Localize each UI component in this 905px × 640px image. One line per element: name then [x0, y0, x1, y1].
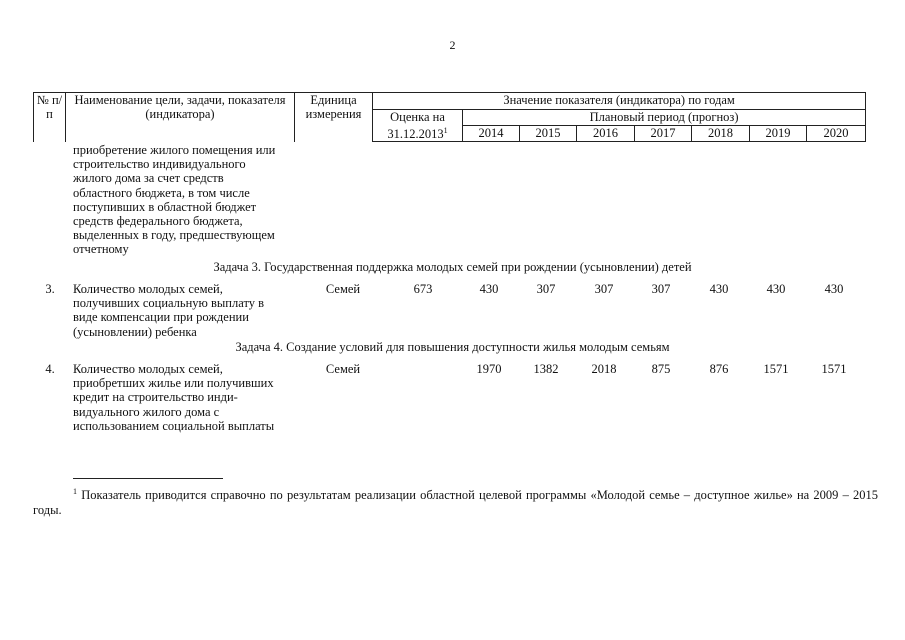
table-header	[33, 92, 866, 142]
row-4-name-line: приобретших жилье или получивших	[73, 376, 274, 391]
header-year-2014: 2014	[463, 126, 520, 142]
row-4-name-line: видуального жилого дома с	[73, 404, 220, 419]
row-3-estimate: 673	[413, 282, 433, 296]
header-year-2020: 2020	[807, 126, 866, 142]
header-number: № п/п	[34, 93, 66, 142]
header-year-2018: 2018	[692, 126, 750, 142]
row-4-number: 4.	[45, 362, 55, 376]
continued-text-line: выделенных в году, предшествующем	[73, 228, 275, 243]
row-3-name-line: (усыновлении) ребенка	[73, 324, 197, 339]
task-3-heading: Задача 3. Государственная поддержка молодых семей при рождении (усыновлении) детей	[213, 260, 692, 274]
row-4-value-2015: 1382	[533, 362, 559, 376]
continued-text-line: приобретение жилого помещения или	[73, 143, 276, 157]
row-4-unit: Семей	[325, 362, 361, 376]
row-4-name-line: Количество молодых семей,	[73, 362, 223, 376]
row-4-name-line: использованием социальной выплаты	[73, 418, 275, 433]
row-3-name-line: виде компенсации при рождении	[73, 310, 249, 325]
row-3-unit: Семей	[325, 282, 361, 296]
row-4-value-2017: 875	[651, 362, 671, 376]
row-3-name-line: получивших социальную выплату в	[73, 296, 265, 311]
header-unit: Единица измерения	[295, 93, 373, 142]
row-3-value-2017: 307	[651, 282, 671, 296]
row-3-value-2018: 430	[709, 282, 729, 296]
row-4-value-2020: 1571	[821, 362, 847, 376]
continued-text-line: строительство индивидуального	[73, 157, 246, 172]
continued-text-line: средств федерального бюджета,	[73, 214, 243, 229]
header-year-2015: 2015	[520, 126, 577, 142]
row-4-value-2014: 1970	[476, 362, 502, 376]
row-3-value-2015: 307	[536, 282, 556, 296]
header-year-2016: 2016	[577, 126, 635, 142]
row-3-value-2019: 430	[766, 282, 786, 296]
continued-text-line: поступивших в областной бюджет	[73, 199, 257, 214]
row-4-name-line: кредит на строительство инди-	[73, 390, 238, 405]
header-year-2019: 2019	[750, 126, 807, 142]
footnote: $^1$ Показатель приводится справочно по результатам реализации областной целевой программы «Молодой семье – доступное жилье» на 2009 – 2015 годы.	[33, 487, 879, 517]
row-3-name-line: Количество молодых семей,	[73, 282, 223, 296]
row-3-name	[73, 282, 300, 339]
header-plan-period: Плановый период (прогноз)	[463, 110, 866, 126]
row-3-value-2016: 307	[594, 282, 614, 296]
row-4-value-2016: 2018	[591, 362, 617, 376]
row-4-value-2018: 876	[709, 362, 729, 376]
footnote-separator	[73, 478, 223, 479]
header-estimate: Оценка на 31.12.2013$^1$	[373, 110, 463, 142]
row-3-value-2020: 430	[824, 282, 844, 296]
row-3-value-2014: 430	[479, 282, 499, 296]
continued-text-line: жилого дома за счет средств	[73, 171, 224, 186]
header-values-title: Значение показателя (индикатора) по годам	[373, 93, 866, 110]
header-year-2017: 2017	[635, 126, 692, 142]
header-name: Наименование цели, задачи, показателя (индикатора)	[66, 93, 295, 142]
row-4-name	[73, 362, 300, 433]
task-4-heading: Задача 4. Создание условий для повышения доступности жилья молодым семьям	[235, 340, 670, 354]
continued-text-line: областного бюджета, в том числе	[73, 185, 250, 200]
continued-text-line: отчетному	[73, 242, 129, 257]
row-4-value-2019: 1571	[763, 362, 789, 376]
row-3-number: 3.	[45, 282, 55, 296]
page-number: 2	[449, 38, 456, 52]
continued-indicator-text	[73, 143, 300, 257]
